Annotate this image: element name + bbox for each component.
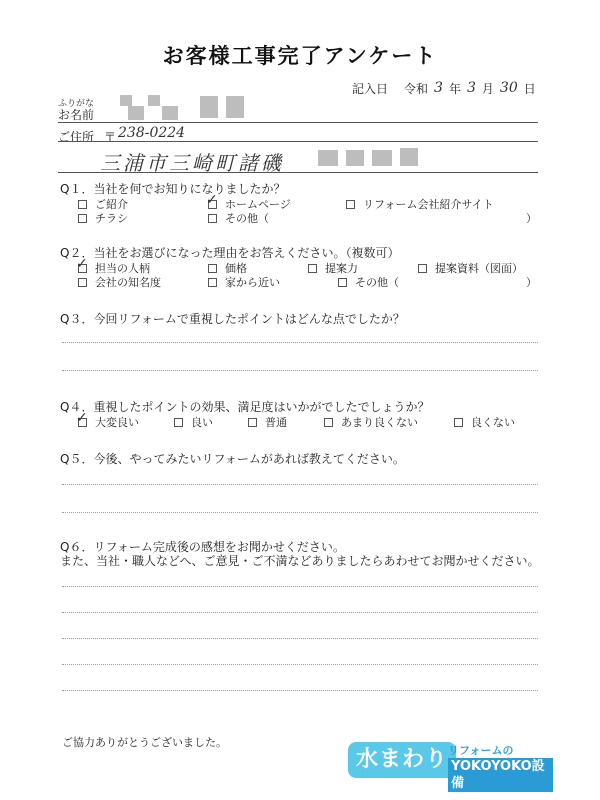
redaction-address-3 (372, 150, 392, 166)
q1-option-reform-site[interactable] (346, 196, 494, 212)
logo-company-name: YOKOYOKO設備 (448, 758, 553, 792)
option-label: ホームページ (225, 198, 291, 211)
option-label: 提案力 (325, 262, 358, 275)
q2-option-proposal-docs[interactable] (418, 260, 523, 276)
q4-option-good[interactable] (174, 414, 213, 430)
q6-answer-line-2[interactable] (62, 612, 538, 613)
checkmark-icon: ✓ (76, 255, 88, 272)
date-day-value[interactable]: 30 (499, 80, 518, 96)
address-underline (58, 172, 538, 173)
address-value[interactable]: 三浦市三崎町諸磯 (100, 151, 284, 175)
checkbox-checked[interactable] (206, 191, 218, 209)
logo-main-text: 水まわり (348, 742, 456, 778)
redaction-name-1 (128, 106, 144, 120)
q1-question: Q１．当社を何でお知りになりましたか？ (60, 182, 286, 196)
q5-question: Q５．今後、やってみたいリフォームがあれば教えてください。 (60, 452, 405, 466)
checkbox[interactable] (174, 418, 183, 427)
name-underline (58, 122, 538, 123)
redaction-furigana-2 (148, 95, 160, 106)
q6-question-line2: また、当社・職人などへ、ご意見・ご不満などありましたらあわせてお聞かせください。 (60, 554, 540, 568)
option-label: 担当の人柄 (95, 262, 150, 275)
option-label: チラシ (95, 212, 128, 225)
option-label: ご紹介 (95, 198, 128, 211)
redaction-name-4 (226, 96, 244, 118)
option-label: その他（ (225, 212, 269, 225)
checkbox[interactable] (338, 278, 347, 287)
logo-sub-text: リフォームの (448, 744, 514, 757)
checkbox-checked[interactable] (76, 409, 88, 427)
q3-answer-line-1[interactable] (62, 342, 538, 343)
q2-close-paren: ） (526, 276, 537, 289)
option-label: 価格 (225, 262, 247, 275)
option-label: あまり良くない (341, 416, 418, 429)
checkbox[interactable] (78, 278, 87, 287)
checkbox[interactable] (454, 418, 463, 427)
date-month-value[interactable]: 3 (466, 80, 476, 96)
q6-answer-line-4[interactable] (62, 664, 538, 665)
option-label: 良くない (471, 416, 515, 429)
redaction-address-4 (400, 148, 418, 166)
option-label: 会社の知名度 (95, 276, 161, 289)
q3-question: Q３．今回リフォームで重視したポイントはどんな点でしたか？ (60, 312, 405, 326)
address-label: ご住所 (58, 130, 95, 144)
checkbox-checked[interactable] (76, 255, 88, 273)
q4-option-not-very-good[interactable] (324, 414, 418, 430)
q4-question: Q４．重視したポイントの効果、満足度はいかがでしたでしょうか？ (60, 400, 430, 414)
checkbox[interactable] (208, 264, 217, 273)
checkbox[interactable] (324, 418, 333, 427)
option-label: 普通 (265, 416, 287, 429)
option-label: 大変良い (95, 416, 139, 429)
checkmark-icon: ✓ (76, 409, 88, 426)
date-era: 令和 (404, 82, 429, 96)
redaction-address-2 (346, 150, 364, 166)
date-year-unit: 年 (448, 82, 461, 96)
q3-answer-line-2[interactable] (62, 370, 538, 371)
q1-close-paren: ） (526, 212, 537, 225)
option-label: リフォーム会社紹介サイト (363, 198, 494, 211)
postal-mark: 〒 (104, 130, 117, 144)
q6-answer-line-1[interactable] (62, 586, 538, 587)
q1-option-other[interactable] (208, 210, 269, 226)
checkmark-icon: ✓ (206, 191, 218, 208)
checkbox[interactable] (418, 264, 427, 273)
checkbox[interactable] (208, 278, 217, 287)
checkbox[interactable] (78, 214, 87, 223)
q4-option-average[interactable] (248, 414, 287, 430)
option-label: その他（ (355, 276, 399, 289)
redaction-name-3 (200, 96, 218, 118)
redaction-address-1 (318, 150, 338, 166)
checkbox[interactable] (78, 200, 87, 209)
q5-answer-line-1[interactable] (62, 484, 538, 485)
checkbox[interactable] (208, 214, 217, 223)
option-label: 良い (191, 416, 213, 429)
checkbox[interactable] (308, 264, 317, 273)
q2-question: Q２．当社をお選びになった理由をお答えください。（複数可） (60, 246, 400, 260)
q2-option-company-recognition[interactable] (78, 274, 161, 290)
redaction-name-2 (162, 106, 178, 120)
checkbox[interactable] (248, 418, 257, 427)
option-label: 提案資料（図面） (435, 262, 523, 275)
q2-option-near-home[interactable] (208, 274, 280, 290)
q1-option-flyer[interactable] (78, 210, 128, 226)
q5-answer-line-2[interactable] (62, 512, 538, 513)
date-row (352, 80, 536, 97)
q4-option-bad[interactable] (454, 414, 515, 430)
q6-question: Q６．リフォーム完成後の感想をお聞かせください。 (60, 540, 345, 554)
q4-option-very-good[interactable] (76, 409, 139, 430)
date-label: 記入日 (352, 82, 389, 96)
postal-code-value[interactable]: 238-0224 (118, 125, 186, 141)
date-year-value[interactable]: 3 (434, 80, 443, 96)
name-label: お名前 (58, 108, 95, 122)
date-day-unit: 日 (523, 82, 536, 96)
checkbox[interactable] (346, 200, 355, 209)
thanks-message: ご協力ありがとうございました。 (62, 736, 227, 749)
q6-answer-line-3[interactable] (62, 638, 538, 639)
q2-option-other[interactable] (338, 274, 399, 290)
postal-underline (58, 141, 538, 142)
redaction-furigana-1 (120, 95, 132, 106)
date-month-unit: 月 (481, 82, 494, 96)
option-label: 家から近い (225, 276, 280, 289)
company-logo (348, 738, 553, 791)
page-title: お客様工事完了アンケート (162, 44, 438, 68)
furigana-label: ふりがな (58, 99, 95, 109)
q6-answer-line-5[interactable] (62, 690, 538, 691)
